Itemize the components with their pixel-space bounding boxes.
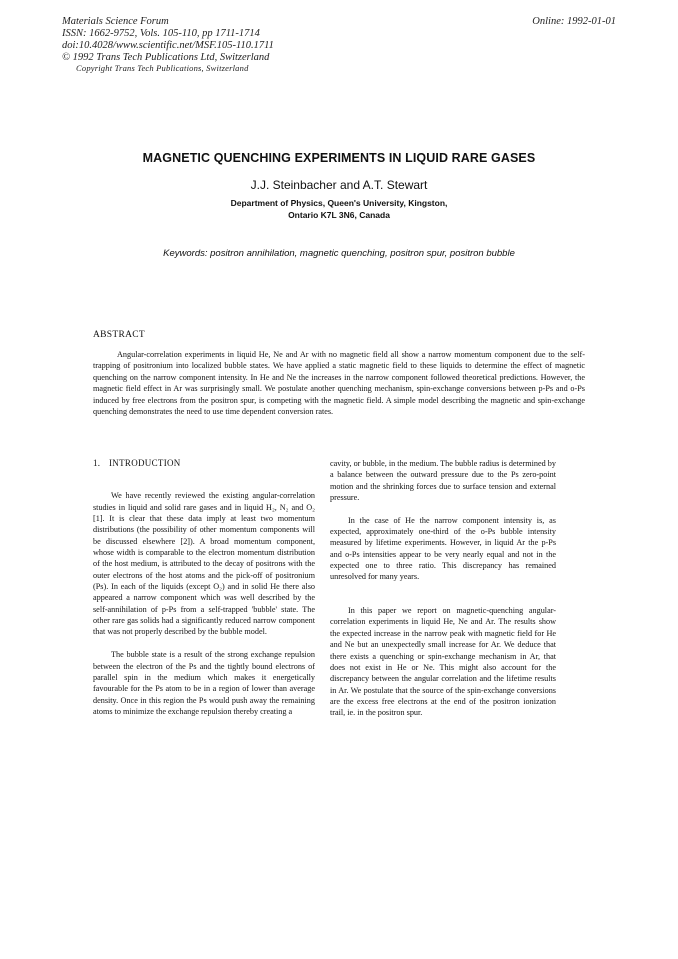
right-column	[330, 458, 556, 730]
author-affiliation	[0, 197, 678, 221]
doi-link[interactable]: doi:10.4028/www.scientific.net/MSF.105-110.1711	[62, 40, 274, 51]
body-paragraph: In this paper we report on magnetic-quenching angular-correlation experiments in liquid He, Ne and Ar. The results show the expected increase in the narrow peak with magnetic field for He and Ne but an unexpectedly small increase for Ar. We deduce that there exists a quenching or spin-exchange mechanism in Ar, that does not exist in He or Ne. This might also account for the discrepancy between the angular correlation and the lifetime results in Ar. We postulate that the source of the spin-exchange conversions are the excess free electrons at the end of the positron ionization trail, ie. in the positron spur.	[330, 606, 556, 718]
abstract-heading: ABSTRACT	[93, 330, 146, 340]
journal-header	[62, 16, 274, 73]
affiliation-line-1: Department of Physics, Queen's University, Kingston,	[230, 198, 448, 208]
copyright-line: © 1992 Trans Tech Publications Ltd, Switzerland	[62, 52, 270, 63]
paper-authors: J.J. Steinbacher and A.T. Stewart	[250, 178, 428, 192]
paragraph-spacer	[330, 594, 556, 605]
left-column	[93, 458, 315, 729]
copyright-stamp: Copyright Trans Tech Publications, Switzerland	[76, 63, 249, 73]
section-title: INTRODUCTION	[109, 458, 181, 468]
body-paragraph: cavity, or bubble, in the medium. The bubble radius is determined by a balance between the outward pressure due to the Ps zero-point motion and the shrinking forces due to surface tension and external pressure.	[330, 459, 556, 503]
body-paragraph: The bubble state is a result of the strong exchange repulsion between the electron of the Ps and the tightly bound electrons of parallel spin in the medium which makes it energetically favourable for the Ps atom to be in a region of lower than average density. Once in this region the Ps would push away the remaining atoms to minimize the exchange repulsion thereby creating a	[93, 650, 315, 716]
body-paragraph: In the case of He the narrow component intensity is, as expected, approximately one-third of the o-Ps bubble intensity measured by lifetime experiments. However, in liquid Ar the p-Ps and o-Ps intensities appear to be very nearly equal and not in the expected one to three ratio. This discrepancy has remained unresolved for many years.	[330, 515, 556, 582]
affiliation-line-2: Ontario K7L 3N6, Canada	[288, 210, 390, 220]
paper-title: MAGNETIC QUENCHING EXPERIMENTS IN LIQUID RARE GASES	[142, 151, 536, 165]
section-heading	[93, 458, 315, 469]
journal-name: Materials Science Forum	[62, 16, 169, 27]
body-paragraph: We have recently reviewed the existing angular-correlation studies in liquid and solid rare gases and in liquid H₂, N₂ and O₂ [1]. It is clear that these data imply at least two momentum distributions (the possibility of other momentum components will be discussed elsewhere [2]). A broad momentum component, whose width is comparable to the electron momentum distribution of the host medium, is attributed to the decay of positrons with the outer electrons of the host atoms and the pick-off of positronium (Ps). In each of the liquids (except O₂) and in solid He there also appeared a narrow component which was well described by the self-annihilation of p-Ps from a self-trapped 'bubble' state. The other rare gas solids had a significantly reduced narrow component that was not properly described by the bubble model.	[93, 491, 315, 637]
abstract-text: Angular-correlation experiments in liquid He, Ne and Ar with no magnetic field all show a narrow momentum component due to the self-trapping of positronium into localized bubble states. We have applied a static magnetic field to these liquids to determine the effect of magnetic quenching on the narrow component intensity. In He and Ne the increases in the narrow component followed theoretical predictions. However, the magnetic field effect in Ar was surprisingly small. We postulate another quenching mechanism, spin-exchange conversions between p-Ps and o-Ps induced by free electrons from the positron spur, is competing with the magnetic field. A simple model describing the magnetic and spin-exchange quenching demonstrates the need to use time dependent conversion rates.	[93, 350, 585, 417]
keywords: Keywords: positron annihilation, magnetic quenching, positron spur, positron bubble	[163, 248, 515, 259]
section-number: 1.	[93, 458, 101, 468]
issn-line: ISSN: 1662-9752, Vols. 105-110, pp 1711-1714	[62, 28, 260, 39]
online-date: Online: 1992-01-01	[532, 16, 616, 27]
